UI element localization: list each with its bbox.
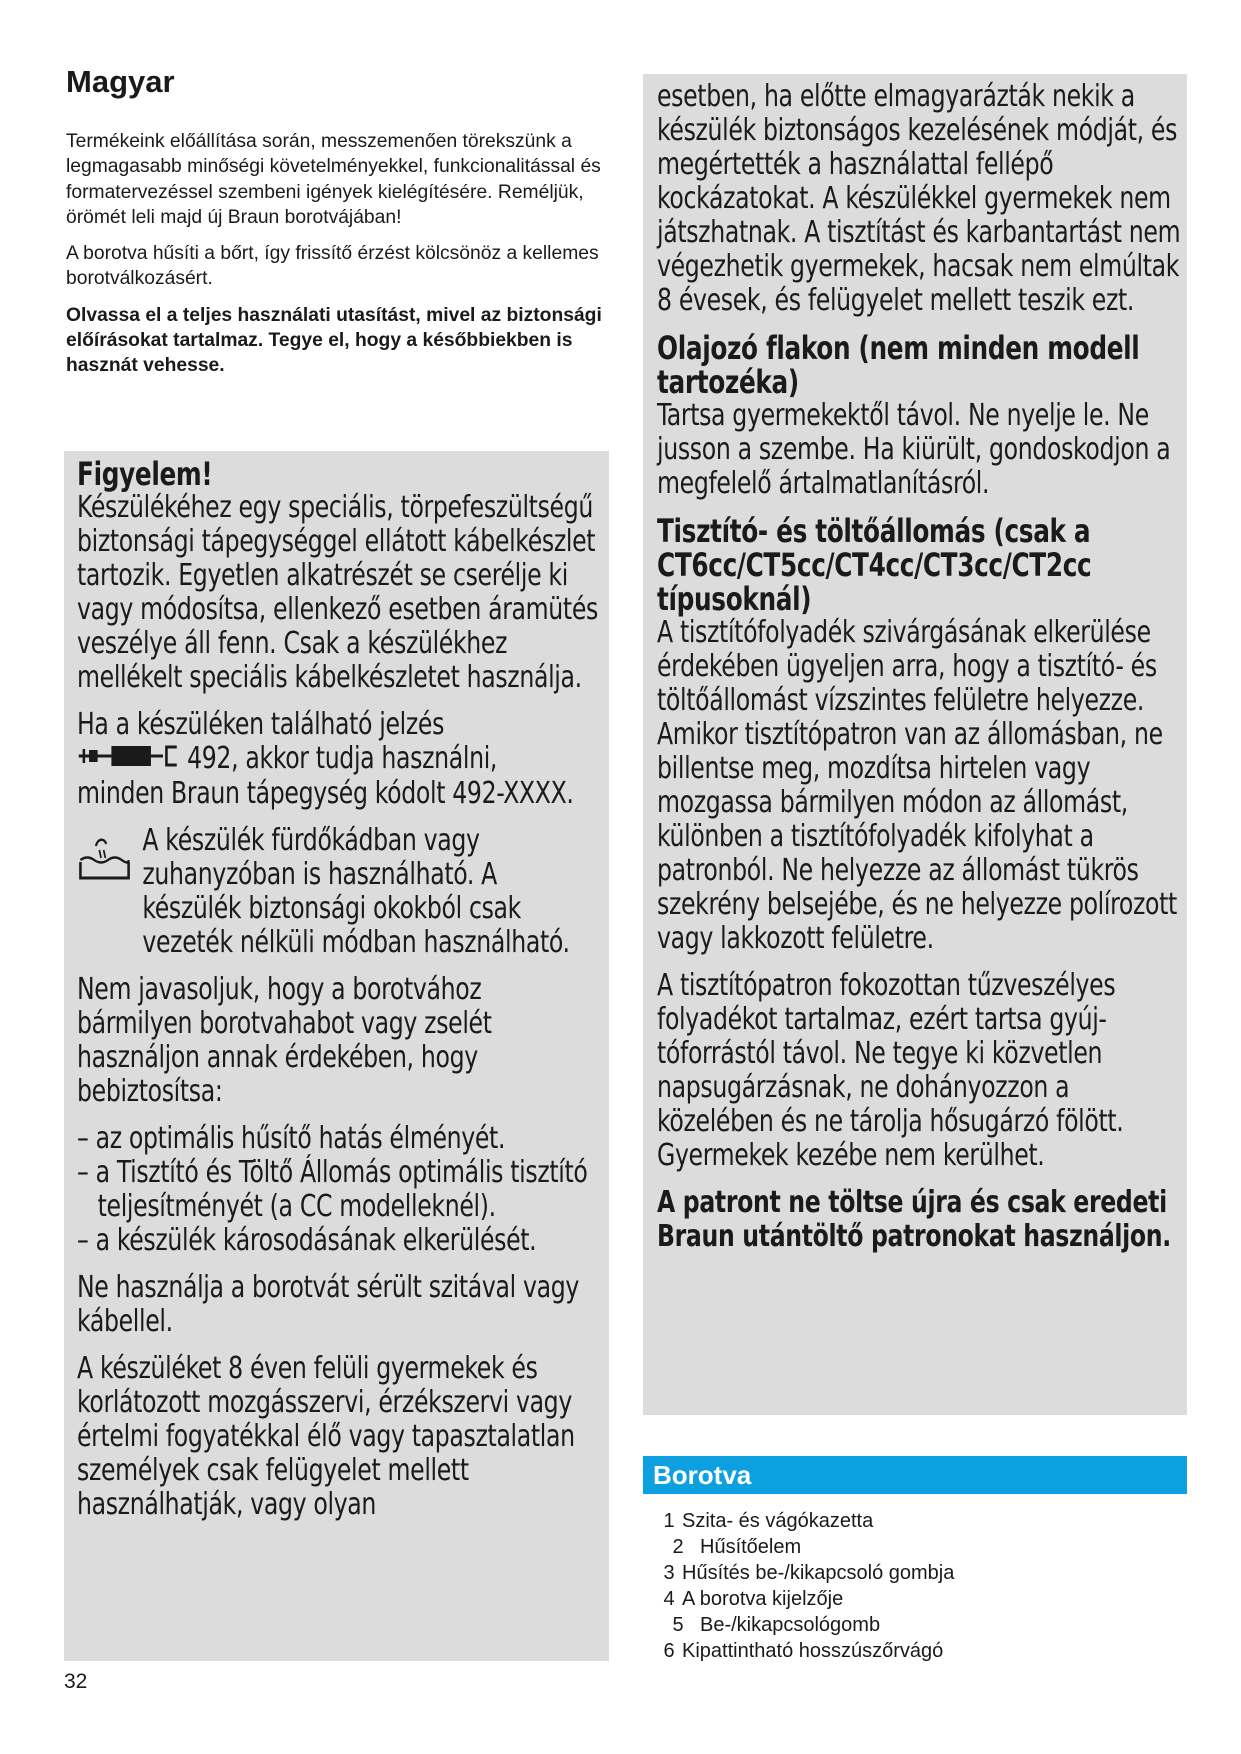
power-supply-symbol-icon <box>77 743 180 777</box>
warning-paragraph-4: Nem javasoljuk, hogy a borotvához bármilyen borotvahabot vagy zselét használjon annak érdekében, hogy bebiztosítsa: <box>77 971 492 1109</box>
symbol-intro: Ha a készüléken található jelzés <box>77 707 445 742</box>
part-number: 2 <box>672 1536 684 1558</box>
part-number: 1 <box>663 1510 675 1532</box>
bath-shower-symbol-icon <box>77 834 132 890</box>
warning-paragraph-1: Készülékéhez egy speciális, törpefeszültségű biztonsági tápegységgel ellátott kábelkészlet tartozik. Egyetlen alkatrészét se cserélje ki vagy módosítsa, ellenkező esetben áramütés veszélye áll fenn. Csak a készülékhez mellékelt speciális kábelkészletet használja. <box>77 490 598 695</box>
section-header <box>643 1456 1187 1494</box>
list-item <box>656 1586 1186 1612</box>
section-title: Borotva <box>653 1460 752 1490</box>
cleaning-station-bold: A patront ne töltse újra és csak eredeti Braun utántöltő patronokat használjon. <box>657 1185 1171 1254</box>
bath-text: A készülék fürdőkádban vagy zuhanyzóban is használható. A készülék biztonsági okokból csak vezeték nélküli módban használható. <box>142 822 570 960</box>
warning-paragraph-3 <box>77 824 602 960</box>
list-item <box>656 1508 1186 1534</box>
part-label: Szita- és vágókazetta <box>682 1510 874 1532</box>
page-number: 32 <box>64 1670 88 1693</box>
warning-heading: Figyelem! <box>77 455 213 493</box>
safety-content-continued <box>657 80 1182 1267</box>
intro-section <box>66 129 611 390</box>
intro-paragraph-bold: Olvassa el a teljes használati utasítást, mivel az biztonsági előírásokat tartalmaz. Tegye el, hogy a későbbiekben is hasznát vehesse. <box>66 304 602 377</box>
oil-bottle-text: Tartsa gyermekektől távol. Ne nyelje le. Ne jusson a szembe. Ha kiürült, gondoskodjon a megfelelő ártalmatlanításról. <box>657 398 1171 501</box>
part-label: A borotva kijelzője <box>682 1588 844 1610</box>
warning-paragraph-2 <box>77 708 602 811</box>
symbol-text: 492, akkor tudja használni, <box>187 741 498 776</box>
symbol-line <box>77 742 602 777</box>
parts-list <box>656 1508 1186 1664</box>
part-label: Kipattintható hosszúszőrvágó <box>682 1640 944 1662</box>
list-item: – az optimális hűsítő hatás élményét. <box>77 1120 506 1156</box>
intro-paragraph-1: Termékeink előállítása során, messzemenően törekszünk a legmagasabb minőségi követelményekkel, funkcionalitással és formatervezéssel szembeni igények kielégítésére. Reméljük, örömét leli majd új Braun borotvájában! <box>66 131 601 228</box>
cleaning-station-paragraph-1: A tisztítófolyadék szivárgásának elkerülése érdekében ügyeljen arra, hogy a tisztító- és töltőállomást vízszintes felületre helyezze. Amikor tisztítópatron van az állomásban, ne billentse meg, mozdítsa hirtelen vagy mozgassa bármilyen módon az állomást, különben a tisztítófolyadék kifolyhat a patronból. Ne helyezze az állomást tükrös szekrény belsejébe, és ne helyezze polírozott vagy lakkozott felületre. <box>657 615 1177 956</box>
warning-paragraph-5: Ne használja a borotvát sérült szitával vagy kábellel. <box>77 1269 579 1339</box>
part-label: Hűsítőelem <box>700 1536 802 1558</box>
list-item <box>656 1534 1186 1560</box>
cleaning-station-paragraph-2: A tisztítópatron fokozottan tűzveszélyes folyadékot tartalmaz, ezért tartsa gyújtóforrástól távol. Ne tegye ki közvetlen napsugárzásnak, ne dohányozzon a közelében és ne tárolja hősugárzó fölött. Gyermekek kezébe nem kerülhet. <box>657 968 1124 1173</box>
page-title: Magyar <box>66 64 175 99</box>
oil-bottle-heading: Olajozó flakon (nem minden modell tartozéka) <box>657 329 1140 401</box>
part-number: 3 <box>663 1562 675 1584</box>
list-item <box>656 1612 1186 1638</box>
list-item <box>656 1560 1186 1586</box>
part-number: 5 <box>672 1614 684 1636</box>
continued-paragraph: esetben, ha előtte elmagyarázták nekik a készülék biztonságos kezelésének módját, és megértették a használattal fellépő kockázatokat. A készülékkel gyermekek nem játszhatnak. A tisztítást és karbantartást nem végezhetik gyermekek, hacsak nem elmúltak 8 évesek, és felügyelet mellett teszik ezt. <box>657 79 1181 318</box>
cleaning-station-heading: Tisztító- és töltőállomás (csak a CT6cc/CT5cc/CT4cc/CT3cc/CT2cc típusoknál) <box>657 512 1092 618</box>
part-label: Hűsítés be-/kikapcsoló gombja <box>682 1562 955 1584</box>
list-item: – a készülék károsodásának elkerülését. <box>77 1222 537 1258</box>
part-number: 4 <box>663 1588 675 1610</box>
part-number: 6 <box>663 1640 675 1662</box>
symbol-end: minden Braun tápegység kódolt 492-XXXX. <box>77 775 574 811</box>
part-label: Be-/kikapcsológomb <box>700 1614 881 1636</box>
list-item: – a Tisztító és Töltő Állomás optimális tisztító teljesítményét (a CC modelleknél). <box>77 1154 588 1224</box>
intro-paragraph-2: A borotva hűsíti a bőrt, így frissítő érzést kölcsönöz a kellemes borotválkozásért. <box>66 243 599 290</box>
warning-list <box>77 1122 602 1258</box>
warning-paragraph-6: A készüléket 8 éven felüli gyermekek és korlátozott mozgásszervi, érzékszervi vagy értelmi fogyatékkal élő vagy tapasztalatlan személyek csak felügyelet mellett használhatják, vagy olyan <box>77 1350 575 1522</box>
list-item <box>656 1638 1186 1664</box>
warning-content <box>77 457 602 1535</box>
